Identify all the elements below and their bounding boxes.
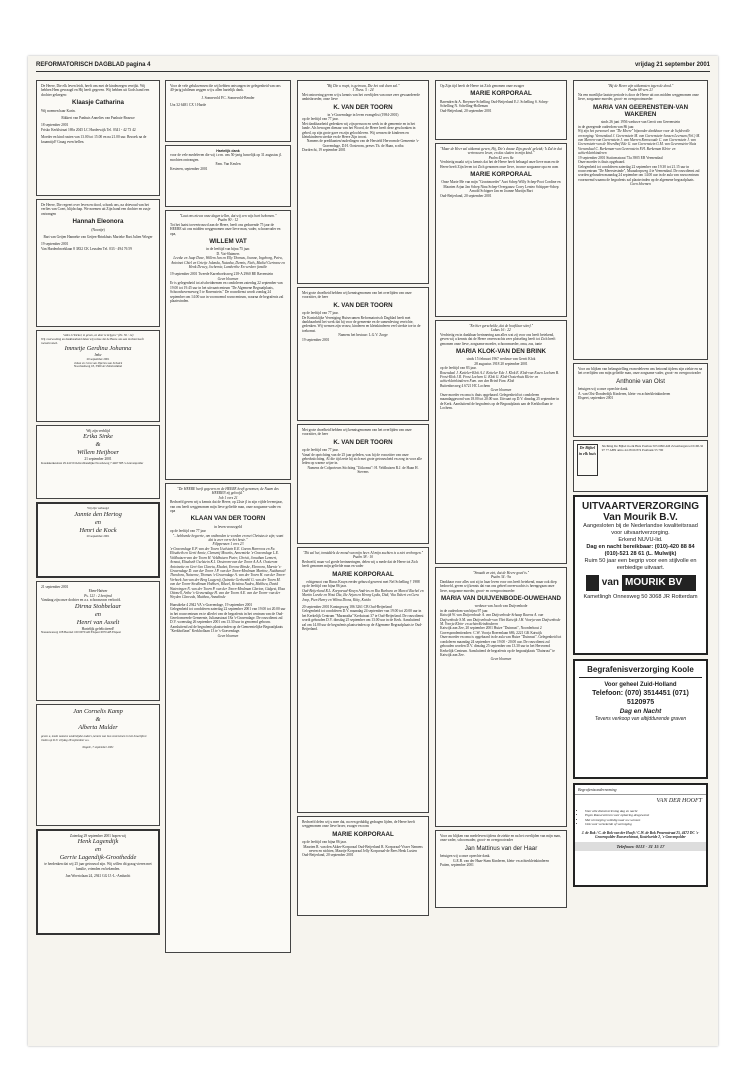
address: Frisko Kerklstraat 169a 2045 LC Harderwijk Tel. 0341 - 42 73 42 <box>41 127 136 132</box>
deceased-name: Anthonie van Olst <box>616 377 665 385</box>
obituary-marie-korporaal-3 <box>435 80 567 140</box>
address: 19 september 2001 Stationsstraat 73a 3905 EB Veenendaal <box>578 155 663 160</box>
obituary-k-van-der-toorn-1 <box>297 80 429 284</box>
family: 's-Gravendage E.P. van der Toorn Uselstein E.E. Goenn Harreoos en Fa. Elisabeth en Gerti Annie, Clementj Mourits, Annemieke 's-Gravendage L.E. Veldhuizen-van der Toorn H. Veldhuizen Pieter, Christi, Jonathan Lennert, Arnaut, Elisabeth Uselstein K.I. Oosterom-van der Toorn A.A.A. Oosterom Antoinette en Gert-Jan Clareta, Elsabet, Ereone Rinske, Eleonora, Marnie 's-Gravendage D. van der Toorn J.P. van der Toorn-Meulman Martine, Natthanaël Theodora, Naisrene, Thomas 's-Gravendage A. van der Toorn H. van der Toorn-Verhoek Jan van der Berg Lucgenij, Quinette Gerbenbil G. van der Toorn M. van der Toorn-Strulkman Hobbert, Rikoel, Kristina Nadra, Maltheu, David Wateringen N. van der Toorn P. van der Toorn-Meulman Clarion, Gidgest, Eksa Ottonell, Arthe 's-Gravendage H. van der Toorn A.E. van der Toorn- van der Weyden Clareeda, Matthea, Annalinde <box>170 546 286 600</box>
place-date: Oud-Beijerland, 20 september 2001 <box>440 108 492 113</box>
header-date: vrijdag 21 september 2001 <box>634 62 710 68</box>
subtitle: in leven vrouwgeld <box>214 524 242 529</box>
family: Barendrecht A. Breymer-Schelling Oud-Beijerland E.J. Schelling S. Schep-Schelling N. Schelling-Holleman <box>440 99 549 109</box>
thanks-text: voor de vele medeleven die wij i.v.m. ons 50-jarig huwelijk op 31 augustus jl. mochten ontvangen. <box>170 153 282 162</box>
age: in de leeftijd van bijna 75 jaar. <box>206 247 250 252</box>
ad-van-der-hooft <box>573 783 708 887</box>
thanks-van-der-haar <box>435 830 567 908</box>
heading: Eben-Haëzer <box>88 589 108 594</box>
obituary-text: Dankbaar voor alles wat zij in haar leven voor ons heeft betekend, maar ook diep bedroefd, geven wij kennis dat van ons geheel onverwachts is heengegaan onze lieve, zorgzame moeder, groot- en overgrootmoeder <box>440 579 557 593</box>
visiting-note: Moeder en kind rusten van 13.00 tot 15.00 en na 21.00 uur. Bezoek na de kraamtijd? Graag even bellen. <box>41 135 147 144</box>
child-name: Hannah Eleonora <box>72 218 124 226</box>
ad-region: Voor geheel Zuid-Holland <box>604 682 677 688</box>
deceased-name: MARIE KORPORAAL <box>332 830 394 838</box>
wedding-kamp <box>36 704 160 826</box>
column-4 <box>435 80 567 911</box>
place-date: 20 september 2001 Koningsweg 186 3261 CB Oud-Beijerland <box>302 605 392 610</box>
column-2 <box>165 80 291 956</box>
ad-phone: Dag en nacht bereikbaar: (010)-420 88 84 (010)-521 28 61 (L. Mulwijk) <box>586 544 695 557</box>
announcement-intro: De Heere, Die regeert over leven en dood, schonk ons, na drievoud van het verlies van Coert, blijdschap. We noemen uit Zijn hand een dochter en zusje ontvangen <box>41 203 151 216</box>
column-3 <box>297 80 429 919</box>
deceased-name: MARIA KLOK-VAN DEN BRINK <box>455 348 547 356</box>
verse: Ps. 121 : 2 berijmd <box>84 593 112 598</box>
deceased-name: K. VAN DER TOORN <box>333 301 393 309</box>
age: op de leeftijd van 77 jaar. <box>302 448 339 453</box>
place-date: 19 september 2001 Tweede Karrehoeksweg 218-A 2960 BE Ravenstein <box>170 272 274 277</box>
verse: "Bij Die u roept, is getrouw, Die het ook doen zal." <box>326 84 400 88</box>
obituary-maria-van-duijvenbode <box>435 567 567 827</box>
name-2: Alberta Mulder <box>78 724 118 731</box>
address: Jan Woertolaan 24, 2941 GG IJ.-L.-Ambacht <box>65 874 131 879</box>
birth-announcement-hannah <box>36 199 160 327</box>
family: Leeske en Jaap Dave, Willem Jan en Elly Thomas, Joanne, Ingeborg, Petra, Antoinet Chiel en Grietje Jolanda, Natasha, Dennis, Niels, Maikel Gertrane en Henk Dewey, Jochemie, Lamberthe En verdere familie <box>171 256 285 270</box>
subtitle: in 's-Gravendage in leven evangelist (1984-2001) <box>327 113 399 118</box>
verse: "En hier gerschelde, dat de hoeftlaar stierf." <box>468 324 534 328</box>
family: Katwijk W. van Duijvenbode A. van Duijvenbode-Schaap Ravens A. van Duijvenbode S.M. van Duijvenbode-van Vliet Katwijk J.H. Voorja-van Duijvenbode M. Voorja Klein- en achterkleinkinderen <box>440 613 561 627</box>
funeral-details: Onze moeder en oma is thuis opgebaard. Gelegenheid tot condoleren maandaggavond van 18.00 tot 20.00 uur. Uitvaart op D.V. dinsdag 25 september in de Kerk. Aansluitend de begrafenis op de Begraafplaats aan de Kerkhoflaan te Lochem. <box>440 392 560 410</box>
child-name: Immetje Gerdina Johanna <box>64 345 132 353</box>
age: in de ouderdom van bijna 97 jaar. <box>440 608 489 613</box>
ad-heading: UITVAARTVERZORGING <box>581 501 700 512</box>
announcement-text: Vandaag zijn onze dochter en a.s. schoonzoon verloofd. <box>41 598 122 603</box>
obituary-text: Verdrietig maakt wij u kennis dat het de Heere heeft behaagd onze lieve man en de Heere heeft Zijn leven tot Zich genomen onze lieve, trouwe zorgzame opa en oom <box>440 160 560 169</box>
no-flowers: Geen bloemen <box>217 633 239 638</box>
conjunction: en <box>94 610 102 618</box>
engagement-herwig <box>36 502 160 578</box>
family: Rosendaal J. Ketteler-Klok A.J. Ketteler Ede J. Klok E. Klok-van Essen Lochem B. Frost-Klok J.R. Frost Lochem G. Klok G. Klok-Oosterhuis Klein- en achterkleinkinderen Fam. van den Brink Fam. Klok <box>440 370 560 384</box>
thanks-text: Voor uw blijken van medeleven tijdens de ziekte en na het overlijden van mijn man, onze vader, schoonvader, groot- en overgrootvader <box>440 834 561 843</box>
address: Nassauweweg 108 Beerzel 100 6970 AD Elspeet 6970 AB Elspeet <box>41 630 121 635</box>
verse: "Alles is Wickel, te geven, en doer te krijgen." (Ps. 56 : 14) <box>62 333 134 337</box>
ad-phone: Telefoon: 0113 - 31 15 17 <box>575 842 706 851</box>
ad-address: Kametlingh Onnesweg 50 3068 JR Rotterdam <box>583 594 698 600</box>
address: Katwijk aan Zee, 20 september 2001 Huize "Duinrust", Noorderhout 2 Correspondentieadres: C.W. Voorja Boerenlaan 686, 2221 GK Katwijk <box>440 626 542 635</box>
date: 20 september 2001 <box>86 356 110 361</box>
place-date: Oud-Beijerland, 20 september 2001 <box>302 853 354 858</box>
place-date: Oud-Beijerland, 20 september 2001 <box>440 193 492 198</box>
announcement-text: Wij zijn verblijd <box>86 429 110 433</box>
thanks-van-olst <box>573 363 708 437</box>
date: Nagele, 7 september 2001 <box>82 744 114 749</box>
ad-membership: Erkend NUVU-lid. <box>618 537 663 543</box>
congratulations: Hartelijk gefeliciteerd! <box>81 626 115 631</box>
thanks-text: Voor uw blijken van belangstelling en medeleven ons betoond tijdens zijn ziekte en na het overlijden van mijn geliefde man, onze zorgzame vader, groot- en overgrootvader <box>578 367 703 376</box>
header-rule <box>36 71 710 72</box>
verse-ref: Job 1 vers 21 <box>218 495 238 500</box>
address: Ura 32 6481 CX 't Harde <box>170 103 207 108</box>
address: Noorlandweg 18, 3360 AJ Zaltsbommel <box>73 364 123 369</box>
child-name: Klaasje Catharina <box>72 99 124 107</box>
subtitle: weduwe van Jacob van Duijvenbode <box>474 604 528 609</box>
list-item: • Eigen Rouwcentrum voor opbaring desgewenst <box>585 813 702 817</box>
parents: Rikkert van Panhuis Annelies van Panhuis-Brauwe <box>61 116 135 121</box>
age: op de leeftijd van 83 jaar. <box>440 366 477 371</box>
names: Fam. Van Keulen <box>215 162 241 167</box>
ad-services-list <box>575 807 706 829</box>
engagement-willem <box>36 425 160 499</box>
verse-ref: Psalm 42 vers 8a <box>488 155 514 160</box>
age: in de gezegende ouderdom van 86 jaar. <box>578 124 635 129</box>
deceased-name: MARIE KORPORAAL <box>470 90 532 98</box>
title: Hartelijk dank <box>216 149 240 153</box>
obituary-k-van-der-toorn-3 <box>297 424 429 544</box>
obituary-marie-korporaal-4 <box>435 143 567 317</box>
deceased-name: WILLEM VAT <box>209 238 247 246</box>
conjunction: en <box>94 846 102 854</box>
announcement-text: Wij noemen haar Karin. <box>41 108 76 113</box>
family: Bart van Geijen Hanneke van Geijen-Brinkhuis Marieke Bart Julien Wieger <box>43 235 153 240</box>
verse-ref: Psalm 68 vers 21 <box>628 88 653 93</box>
ad-bijbel-in-elk-huis <box>573 440 708 492</box>
deceased-name: MARIE KORPORAAL <box>470 171 532 179</box>
address: Koudekerkestraat 29 4413 DA Krabbendijke Noordeweg 7 4467 NB 's-Gravenpolder <box>41 460 144 465</box>
ad-text: Aangesloten bij de Nederlandse kwaliteitsraad voor uitvaartverzorging. <box>583 523 698 536</box>
bible-logo: De Bijbel in elk huis <box>577 444 598 476</box>
birth-announcement-katharina <box>36 80 160 196</box>
family: Oud-Beijerland R.L. Korporaal-Kruyn Andries en Ria Barbara en Marcel Rachel en Martin Loreke en Wout Dia, Ike Arjan en Henny Lydia, Didi, Vita Ilsbert en Gera Joop, Pien Henry en Wilma Dions, Kitty, Kwido <box>302 588 424 602</box>
deceased-name: KLAAN VAN DER TOORN <box>190 515 266 523</box>
signature: Namens de Colporteurs Stichting "Uitkomst": H. Veldhuizen R.J. de Haan H. Stevens <box>307 465 419 475</box>
birth-announcement-gerdina <box>36 330 160 422</box>
verse-ref-2: Filippenzen 1 vers 23 <box>212 542 244 547</box>
obituary-text: Met grote droefheid hebben wij kennisgenomen van het overlijden van onze voorzitter, de heer <box>302 428 412 437</box>
obituary-text: Bedroefd, maar vol goede herinneringen, delen wij u mede dat de Heere tot Zich heeft genomen mijn geliefde man en vader <box>302 559 418 569</box>
tribute: Vanaf de oprichting van de 25 jaar geleden, was hij de voorzitter van onze gebedsstichting. Al die tijd zette hij zich met grote getrouwheid en zorg in voor alle leden op warme wijze in. <box>302 452 422 466</box>
subtitle: sinds 15 februari 1967 weduwe van Gerrit Klok <box>466 357 536 362</box>
funeral-details: Er is gelegenheid tot afscheidnemen en condoleren zaterdag 22 september van 19.00 tot 19.45 uur in het uitvaartcentrum "De Algemene Begraafplaats, Schoonhovenseweg 5 te Ravenstein." De rouwdienst wordt zondag 24 september om 14.00 uur in voornoemd rouwcentrum, waarna de begrafenis zal plaatsvinden. <box>170 281 284 303</box>
verse: "Maar de Heer zal uitkomst geven, Hij, Die's dwaze Zijn goeds' geleidt; 'k Zal in dat vertrouwen leven, en das sluiten in mijn kind." <box>440 147 562 156</box>
age: op de leeftijd van 77 jaar. <box>302 117 339 122</box>
ampersand: & <box>95 441 101 449</box>
dates: 28 augustus 1918 20 september 2001 <box>474 361 528 366</box>
funeral-details: Gelegenheid tot condoleren zaterdag 22 september 2001 van 19.00 tot 20.00 uur in het rouwcentrum en te allerlei van de begrafenis in het centrum van de Oud-Gereformeerde Gemeente, Julianastraat 18a 's-Gravendage. De rouwdienst zal D.V. woensdag 26 september 2001 om 13.30 uur in genoemd gebouw. Aansluitend zal de begrafenis plaatsvinden op de Gemeentelijke Begraafplaats "Kerkhoflaan" Kerkhoflaan 13 te 's-Gravendage. <box>170 607 286 634</box>
verse-ref: 1 Thess. 5 : 24 <box>352 88 374 93</box>
name-2: Henri van Asselt <box>76 618 120 626</box>
obituary-klaan-van-der-toorn <box>165 483 291 953</box>
date: 21 september 2001 <box>41 585 69 589</box>
announcement-text: geven u, mede namens wederzijdse ouders, kennis van hun voornemen in het huwelijk te treden op D.V. vrijdag 28 september a.s. <box>41 734 147 742</box>
spouse: D. Vat-Slaimers <box>216 251 240 256</box>
date: 19 september 2001 <box>41 242 69 247</box>
ad-company: Van Mourik B.V. <box>603 512 678 523</box>
names: J. Sonnevold P.C. Sonnevold-Bender <box>201 95 255 100</box>
anniversary-henk <box>36 829 160 935</box>
ad-phone: Telefoon: (070) 3514451 (071) 5120975 <box>592 690 689 706</box>
name-2: Willem Heijboer <box>76 449 120 457</box>
tribute: De Koninklijke Vereniging Huisecumen Reformatorisch Dagblad heeft met dankbaarheid het werk dat hij voor de gemeente en de samenleving verrichte, gedenken. Wij wensen zijn vrouw, kinderen en kleinkinderen veel sterkte toe in de toekomst. <box>302 315 421 333</box>
obituary-text: Verdrietig en in dankbaar herinnering aan alles wat zij voor ons heeft betekend, geven wij u kennis dat de Heere onverwachts zeer plotseling heeft tot Zich heeft genomen onze lieve, zorgzame moeder, schoonmoeder, oma, zus, tante <box>440 332 556 346</box>
name-2: Gerrie Lagendijk-Groothedde <box>59 854 137 862</box>
place-date: Putten, september 2001 <box>440 863 474 868</box>
list-item: • Voor alle dienstverlening dag en nacht <box>585 809 702 813</box>
obituary-text: Bedroefd geven wij u kennis dat de Heere, op 22ste jl in zijn vijfde levensjaar, van ons heeft weggenomen mijn lieve geliefde man, onze zorgzame vader en opa <box>170 500 283 514</box>
deceased-name: Jan Mattinus van der Haar <box>464 844 538 852</box>
verse: "De HEERE heeft gegeven en de HEERE heeft genomen, de Naam des HEEREN zij geloofd." <box>177 487 279 496</box>
obituary-text: Na een moeilijke laatste periode is door de Heere uit ons midden weggenomen onze lieve, zorgzame moeder, groot- en overgrootmoeder <box>578 92 699 102</box>
deceased-name: MARIA VAN GEERENSTEIN-VAN WAKEREN <box>592 103 689 119</box>
no-flowers: Geen bloemen <box>490 657 512 662</box>
header-left: REFORMATORISCH DAGBLAD pagina 4 <box>36 62 151 68</box>
thanks: betuigen wij u onze oprechte dank. <box>578 387 629 392</box>
family: G.E.B. van der Haar-Stam Kinderen, klein- en achterkleinkinderen <box>452 858 550 863</box>
age: op de leeftijd van 77 jaar <box>170 529 206 534</box>
tribute: Met dankbaarheid gedenken wij zijn persoon en werk in de gemeente en in het lande. Als bewogen dienaar van het Woord, de Heere heeft deze geschonken in gebed, op zijn grote gave en zijn geloofsleven. Wij wensen de kinderen en kleinkinderen sterkte en de Heere Zijn troost. <box>302 121 416 140</box>
list-item: • Ook voor verzekerde of vereniging <box>585 822 702 826</box>
family: A. van Olst-Donderdijk Kinderen, klein- en achterkleinkinderen <box>578 391 671 396</box>
age: op de leeftijd van 77 jaar. <box>302 311 339 316</box>
announcement-intro: De Heere, Die elk leven leidt, heeft ons met de kinderzegen verrijkt. Wij hebben Hem gevraagd en Hij heeft gegeven. Wij hebben uit Gods hand een dochter gekregen: <box>41 84 150 97</box>
name-1: Henk Lagendijk <box>77 838 119 846</box>
deceased-name: K. VAN DER TOORN <box>333 103 393 111</box>
verse-2: "...hebbende begeerte, om ontbonden te worden en met Christus te zijn; want dat is zeer verre het beste." <box>172 533 284 543</box>
ampersand: & <box>95 716 101 723</box>
date: 20 september 2001 <box>86 533 110 538</box>
signature: Namens het bestuur: L.G.V. Zorge <box>338 333 388 338</box>
funeral-details: Gelegenheid tot condoleren zaterdag 22 september van 19.30 tot 21.15 uur in rouwcentrum "De Meerstesinde", Muaudorpweg 4 te Veenendaal. De rouwdienst zal worden gehouden maandag 24 september om 14.00 uur in de aula van rouwcentrum voornoemd waarna de begrafenis zal plaatsvinden op de algemene begraafplaats. <box>578 164 700 182</box>
thanks-sonnevold <box>165 80 291 142</box>
verse-ref: Psalm 38 : 10 <box>352 555 374 560</box>
ad-hours: Dag en Nacht <box>619 708 662 715</box>
viewing-note: Onze moeder is thuis opgebaard. <box>578 160 626 165</box>
place-date: Dordrecht, 19 september 2001 <box>302 148 346 153</box>
ad-koole <box>573 659 708 779</box>
deceased-name: K. VAN DER TOORN <box>333 438 393 446</box>
age: op de leeftijd van bijna 86 jaar. <box>302 584 347 589</box>
obituary-text: Tot het laatst toevertrouwd aan de Heere, heeft ons gedurende 75 jaar de HEERE uit ons midden weggenomen onze lieve man, vader, schoonvader en opa, <box>170 222 281 236</box>
obituary-marie-korporaal-2 <box>297 816 429 916</box>
deceased-name: MARIA VAN DUIJVENBODE-OUWEHAND <box>441 595 561 603</box>
verse-ref: Lukas 16 : 22 <box>491 328 511 333</box>
name-1: Dirma Stobbelaar <box>74 602 122 610</box>
name-1: Jannie den Hertog <box>74 510 122 518</box>
page-header <box>36 62 710 72</box>
verse: "Bij de Heere zijn uitkomsten tegen de dood." <box>607 84 674 88</box>
ad-address: J. de Bok / C. de Bok-van der Hooft / C.W. de Bok Prozenstraat 25, 4472 DC 's-Gravenpolder Roosevelstraat, Kostelweide 2, 's-Gravenpolder <box>581 830 700 840</box>
date: 21 september 2001 <box>84 457 112 462</box>
no-flowers: Geen bloemen <box>630 182 651 187</box>
address: Van Hardenbroeklaan 8 3832 CK Leusden Tel. 033 - 494 76 59 <box>41 246 132 251</box>
obituary-text: Op Zijn tijd heeft de Heere tot Zich genomen onze zwager <box>440 84 525 88</box>
funeral-details: Gelegenheid tot condoleren D.V. maandag 24 september van 19.00 tot 20.00 uur in het Kerkelijk Centrum "Maranatha" Kerkstraat 37 te Oud-Beijerland. De rouwdienst wordt gehouden D.V. dinsdag 25 september om 13.00 uur in de Kerk. Aansluitend zal om 14.00 uur de begrafenis plaatsvinden op de Algemene Begraafplaats te Oud-Beijerland. <box>302 609 424 632</box>
date: 18 september 2001 <box>41 123 69 128</box>
obituary-willem-vat <box>165 210 291 480</box>
announcement-text: te herdenken dat wij 25 jaar getrouwd zijn. Wij willen dit graag vieren met familie, vrienden en bekenden. <box>44 862 152 871</box>
ad-heading: Begrafenisonderneming <box>575 785 706 795</box>
deceased-name: MARIE KORPORAAL <box>332 570 394 578</box>
announcement-text: Wij overwoeling en dankbaarheid delen wij u mee dat de Heere ons een dochter heeft toevertrouwd. <box>41 336 144 345</box>
place-date: Kesteren, september 2001 <box>170 166 208 171</box>
family: Wij zijn het personeel van "De Meere" bijzonder dankbaar voor de liefdevolle verzorging. Veenendaal J. Geerenstein M. van Geerenstein-Jansen Leersum (Vel.) M. van Meeren-van Geerenstein J. van Meeren Renswoude C. van Geerenstein J. van Geerenstein-van de Weerdhof Ede G. van Geerenstein G.M. van Geerenstein-Sluis Veenendaal C. Berkeman-van Geerenstein F.H. Berkeman Klein- en achterkleinkinderen <box>578 129 701 156</box>
date: Zaterdag 29 september 2001 hopen wij <box>69 834 127 838</box>
announcement-text: Wij zijn verheugd <box>87 506 109 510</box>
parents: Johan en Cora van IJperen-van Schaick <box>73 360 123 365</box>
ad-brand: VAN DER HOOFT <box>656 798 702 804</box>
no-flowers: Geen bloemen <box>217 276 239 281</box>
verse: "Dit zal het, inmiddels de mond van mijn heer. Al mijn zuchten is u niet verborgen." <box>303 551 423 555</box>
list-item: • Met verzorging volledig naar uw wensen <box>585 818 702 822</box>
thanks-van-keulen <box>165 145 291 207</box>
no-flowers: Geen bloemen <box>490 388 512 393</box>
subtitle: echtgenoot van Rinus Kruyn eerder gehuwd geweest met Nel Schelling † 1988 <box>306 580 420 585</box>
ad-van-mourik <box>573 495 708 655</box>
column-1 <box>36 80 160 938</box>
family: Onze Marie Me van mijn "Grootmoeder" Aart Schep Willy Schep-Poot Cordine en Maarten Arjan Jan Schep Nina Schep-Overgaauw Corry Lenteo Schipper-Schep Arnold Schipper Jan en Joanne Martijn Bart <box>441 180 561 194</box>
name-2: Henri de Kock <box>79 526 117 534</box>
obituary-k-van-der-toorn-2 <box>297 287 429 421</box>
nickname: Imke <box>94 353 102 358</box>
funeral-details: Onze moeder en oma is opgebaard in de aula van Huize "Duinrust". Gelegenheid tot condoleren maandag 24 september van 19.00 - 20.00 uur. De rouwdienst zal gehouden worden D.V. dinsdag 25 september om 13.30 uur in het Hervormd Kerkelijk Centrum. Aansluitend de begrafenis op de begraafplaats "Duinrust" te Katwijk aan Zee. <box>440 635 562 657</box>
place-date: Elspeet, september 2001 <box>578 396 614 401</box>
ad-slogan: Ruim 50 jaar een begrip voor een stijlvolle en eerbiedige uitvaart. <box>584 558 697 571</box>
verse: "Laat ons nieuw onze dagen tellen, dat wij een wijs hart bekomen." <box>179 214 277 218</box>
ad-heading: Begrafenisverzorging Koole <box>579 665 702 678</box>
ad-text: Tevens verkoop van altijddurende graven <box>594 716 687 722</box>
obituary-maria-klok <box>435 320 567 564</box>
nickname: (Noortje) <box>91 227 105 232</box>
age: op de leeftijd van bijna 86 jaar. <box>302 840 347 845</box>
verse: "Smaakt en ziet, dat de Heere goed is." <box>472 571 530 575</box>
address: Buitenbosweg 4 6721 HC Lochem <box>440 383 490 388</box>
obituary-text: Bedroefd delen wij u mee dat, na een geduldig gedragen lijden, de Heere heeft weggenomen onze lieve broer, zwager en oom <box>302 820 415 829</box>
verse-ref: Psalm 34 : 9a <box>490 575 512 580</box>
subtitle: sinds 26 juni 1956 weduwe van Gerrit van Geerenstein <box>600 120 681 125</box>
thanks: betuigen wij u onze oprechte dank. <box>440 854 491 859</box>
place-date: 19 september 2001 <box>302 337 330 342</box>
van-mourik-logo: van MOURIK BV <box>586 575 696 591</box>
name-1: Jan Cornelis Kamp <box>73 708 123 715</box>
column-5 <box>573 80 708 887</box>
obituary-maria-van-geerenstein <box>573 80 708 360</box>
conjunction: en <box>94 518 102 526</box>
name-1: Erika Sinke <box>83 433 113 441</box>
obituary-text: Met ontroering geven wij u kennis van het overlijden van onze zeer gewaardeerde ambtsbroeder, onze lieve <box>302 92 420 102</box>
engagement-dorma <box>36 581 160 701</box>
bible-contact: Stichting De Bijbel in elk Huis Postbus 503 6090 AM Zevenbergen tel 0168-32 97 77 ABN amro 44 28 66 874 Postbank 55 790 <box>601 444 704 452</box>
obituary-text: Met grote droefheid hebben wij kennisgenomen van het overlijden van onze voorzitter, de heer <box>302 291 412 300</box>
obituary-marie-korporaal-1 <box>297 547 429 813</box>
place-date: Hunsdieke 4 2942 VA 's-Gravendage, 19 september 2001 <box>170 602 253 607</box>
thanks-text: Voor de vele gelukwensen die wij hebben ontvangen ter gelegenheid van ons 40-jarig jubileum zeggen wij u allen hartelijk dank. <box>170 84 281 93</box>
signature: Namens de predikanten/ouderlingen van de Hersteld Hervormde Gemeente 's-Gravendage, D.H. Oosterom, preses Th. de Haan, scriba <box>306 139 420 148</box>
verse-ref: Psalm 90 : 12 <box>217 218 239 223</box>
family: Maarten R. van den Akker-Korporaal Oud-Beijerland R. Korporaal-Visser Namens neven en nichten, Maartje Korporaal Jelly Korporaal-de Rees Henk Lusien <box>303 844 423 854</box>
